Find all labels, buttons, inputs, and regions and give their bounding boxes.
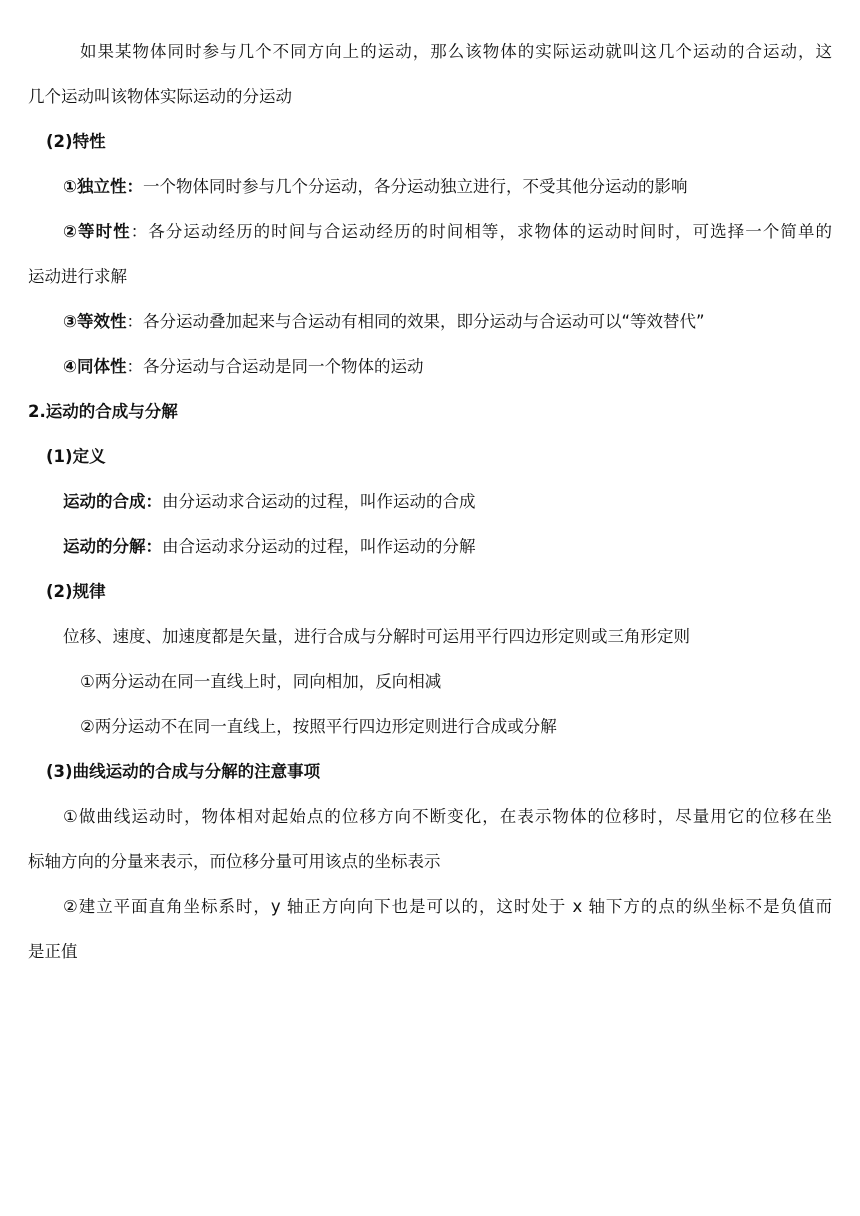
item-text: ：各分运动叠加起来与合运动有相同的效果，即分运动与合运动可以“等效替代” <box>126 312 705 331</box>
item-term: ①独立性： <box>63 177 143 196</box>
heading-text: (3)曲线运动的合成与分解的注意事项 <box>46 762 321 781</box>
text-run: 如果某物体同时参与几个不同方向上的运动，那么该物体的实际运动就叫这几个运动的合运动，这 <box>80 42 832 61</box>
item-text: 一个物体同时参与几个分运动，各分运动独立进行，不受其他分运动的影响 <box>142 177 688 196</box>
note-2-cont <box>28 929 832 974</box>
note-1 <box>28 794 832 839</box>
def-text: 由合运动求分运动的过程，叫作运动的分解 <box>162 537 476 556</box>
note-2 <box>28 884 832 929</box>
text-run: 运动进行求解 <box>28 267 127 286</box>
rule-item-1 <box>28 659 832 704</box>
item-term: ②等时性 <box>63 222 131 241</box>
def-term: 运动的分解： <box>63 537 162 556</box>
paragraph-line-1 <box>28 29 832 74</box>
rules-intro <box>28 614 832 659</box>
heading-text: (2)规律 <box>46 582 106 601</box>
text-run: 标轴方向的分量来表示，而位移分量可用该点的坐标表示 <box>28 852 441 871</box>
text-run: ②两分运动不在同一直线上，按照平行四边形定则进行合成或分解 <box>80 717 557 736</box>
text-run: 位移、速度、加速度都是矢量，进行合成与分解时可运用平行四边形定则或三角形定则 <box>63 627 690 646</box>
item-simultaneity-cont <box>28 254 832 299</box>
item-same-body <box>28 344 832 389</box>
note-1-cont <box>28 839 832 884</box>
item-term: ④同体性 <box>63 357 127 376</box>
item-text: ：各分运动与合运动是同一个物体的运动 <box>126 357 424 376</box>
paragraph-line-2 <box>28 74 832 119</box>
item-term: ③等效性 <box>63 312 127 331</box>
item-simultaneity <box>28 209 832 254</box>
item-text: ：各分运动经历的时间与合运动经历的时间相等，求物体的运动时间时，可选择一个简单的 <box>130 222 832 241</box>
heading-text: 2.运动的合成与分解 <box>28 402 178 421</box>
def-text: 由分运动求合运动的过程，叫作运动的合成 <box>162 492 476 511</box>
section-heading-2 <box>28 389 832 434</box>
item-equivalence <box>28 299 832 344</box>
heading-features <box>28 119 832 164</box>
text-run: ②建立平面直角坐标系时，y 轴正方向向下也是可以的，这时处于 x 轴下方的点的纵坐标不是负值而 <box>63 897 832 916</box>
heading-text: (1)定义 <box>46 447 106 466</box>
text-run: ①两分运动在同一直线上时，同向相加，反向相减 <box>80 672 442 691</box>
def-composition <box>28 479 832 524</box>
text-run: 是正值 <box>28 942 78 961</box>
heading-definition <box>28 434 832 479</box>
def-decomposition <box>28 524 832 569</box>
text-run: 几个运动叫该物体实际运动的分运动 <box>28 87 292 106</box>
heading-notes <box>28 749 832 794</box>
text-run: ①做曲线运动时，物体相对起始点的位移方向不断变化，在表示物体的位移时，尽量用它的位移在坐 <box>63 807 832 826</box>
heading-text: (2)特性 <box>46 132 106 151</box>
item-independence <box>28 164 832 209</box>
def-term: 运动的合成： <box>63 492 162 511</box>
heading-rules <box>28 569 832 614</box>
rule-item-2 <box>28 704 832 749</box>
